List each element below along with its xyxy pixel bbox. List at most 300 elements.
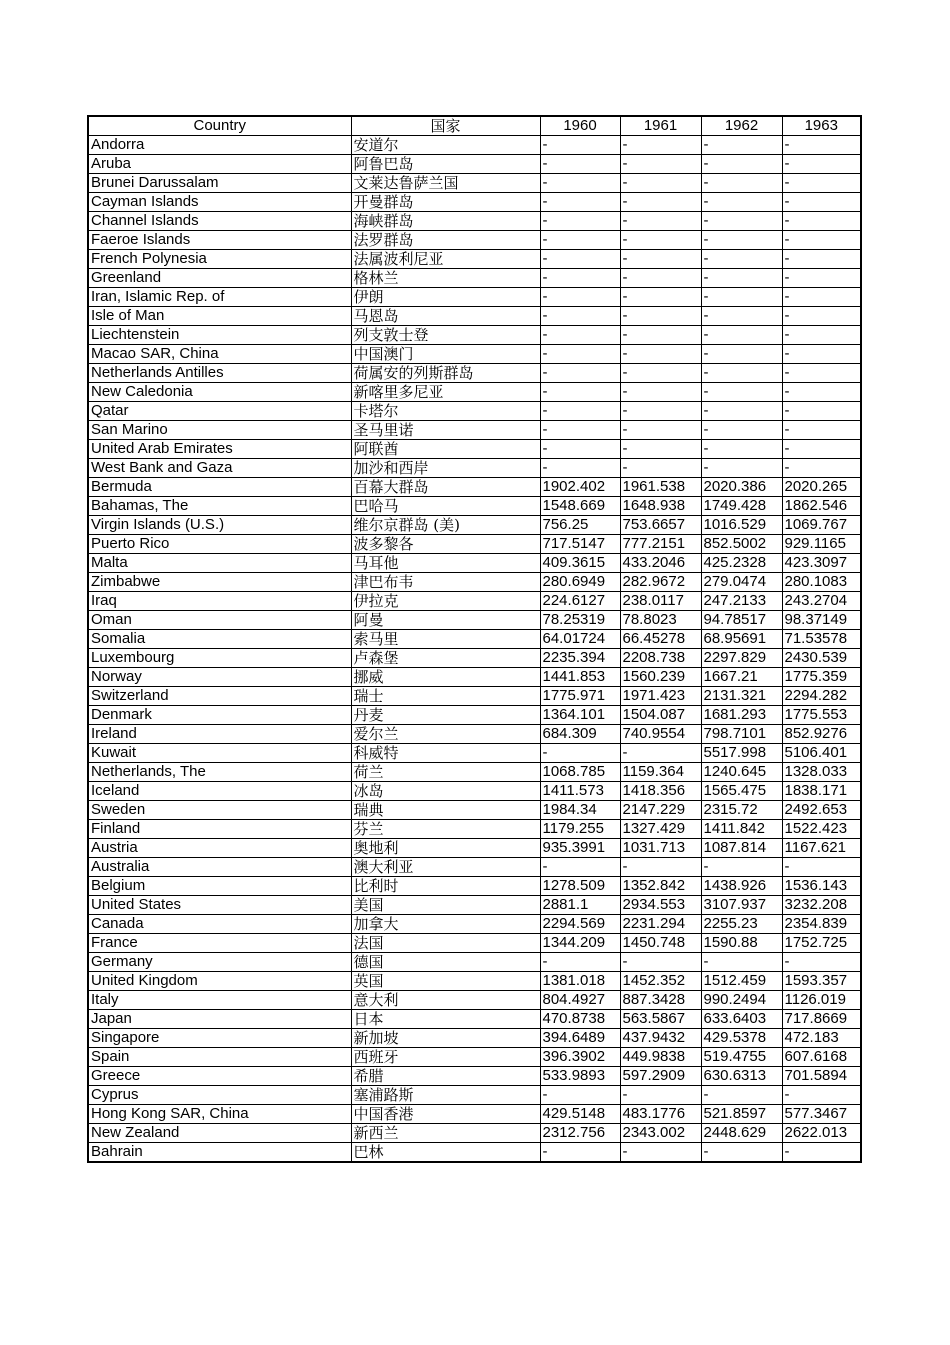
cell-country: France	[88, 934, 351, 953]
table-row	[88, 858, 861, 877]
cell-1962: -	[701, 231, 782, 250]
cell-country-zh: 阿鲁巴岛	[351, 155, 540, 174]
cell-1963: -	[782, 1086, 861, 1105]
cell-1960: -	[540, 421, 620, 440]
cell-country: Virgin Islands (U.S.)	[88, 516, 351, 535]
table-row	[88, 459, 861, 478]
cell-1960: 409.3615	[540, 554, 620, 573]
cell-country: Spain	[88, 1048, 351, 1067]
cell-country: Puerto Rico	[88, 535, 351, 554]
cell-country-zh: 希腊	[351, 1067, 540, 1086]
table-row	[88, 592, 861, 611]
cell-1962: -	[701, 326, 782, 345]
cell-country: Greenland	[88, 269, 351, 288]
cell-1962: 1438.926	[701, 877, 782, 896]
cell-1960: 78.25319	[540, 611, 620, 630]
cell-country: French Polynesia	[88, 250, 351, 269]
cell-country-zh: 海峡群岛	[351, 212, 540, 231]
cell-1962: 1590.88	[701, 934, 782, 953]
cell-1962: -	[701, 953, 782, 972]
cell-country-zh: 安道尔	[351, 136, 540, 155]
cell-1963: 1775.359	[782, 668, 861, 687]
cell-1960: -	[540, 383, 620, 402]
cell-1960: -	[540, 136, 620, 155]
cell-country-zh: 科威特	[351, 744, 540, 763]
cell-country: Luxembourg	[88, 649, 351, 668]
cell-1963: -	[782, 459, 861, 478]
cell-1962: -	[701, 383, 782, 402]
cell-1963: 280.1083	[782, 573, 861, 592]
cell-country: Cayman Islands	[88, 193, 351, 212]
cell-1963: -	[782, 307, 861, 326]
table-row	[88, 953, 861, 972]
table-row	[88, 402, 861, 421]
cell-1963: 1167.621	[782, 839, 861, 858]
cell-1960: -	[540, 1086, 620, 1105]
cell-1960: 1364.101	[540, 706, 620, 725]
cell-country: Bahamas, The	[88, 497, 351, 516]
cell-1960: 1068.785	[540, 763, 620, 782]
cell-1962: -	[701, 269, 782, 288]
cell-1961: 1450.748	[620, 934, 701, 953]
cell-1960: -	[540, 744, 620, 763]
table-row	[88, 478, 861, 497]
cell-1962: -	[701, 155, 782, 174]
cell-1961: 777.2151	[620, 535, 701, 554]
table-row	[88, 630, 861, 649]
cell-1962: -	[701, 858, 782, 877]
cell-country-zh: 芬兰	[351, 820, 540, 839]
cell-1962: 429.5378	[701, 1029, 782, 1048]
cell-1963: 5106.401	[782, 744, 861, 763]
cell-1963: 243.2704	[782, 592, 861, 611]
cell-1960: 1278.509	[540, 877, 620, 896]
cell-1963: -	[782, 440, 861, 459]
cell-1961: -	[620, 364, 701, 383]
cell-1963: -	[782, 402, 861, 421]
cell-1960: -	[540, 953, 620, 972]
cell-1961: 433.2046	[620, 554, 701, 573]
cell-country-zh: 荷兰	[351, 763, 540, 782]
cell-1962: 279.0474	[701, 573, 782, 592]
table-row	[88, 877, 861, 896]
table-row	[88, 972, 861, 991]
cell-country-zh: 冰岛	[351, 782, 540, 801]
cell-1960: 533.9893	[540, 1067, 620, 1086]
cell-1960: -	[540, 326, 620, 345]
cell-1963: 1536.143	[782, 877, 861, 896]
cell-1960: 396.3902	[540, 1048, 620, 1067]
cell-1960: -	[540, 212, 620, 231]
cell-country-zh: 加沙和西岸	[351, 459, 540, 478]
cell-1960: 2881.1	[540, 896, 620, 915]
cell-country-zh: 列支敦士登	[351, 326, 540, 345]
cell-1963: 701.5894	[782, 1067, 861, 1086]
cell-1962: 1749.428	[701, 497, 782, 516]
cell-1960: 1441.853	[540, 668, 620, 687]
table-row	[88, 383, 861, 402]
cell-country-zh: 格林兰	[351, 269, 540, 288]
cell-1962: -	[701, 250, 782, 269]
cell-1963: 1593.357	[782, 972, 861, 991]
table-row	[88, 573, 861, 592]
cell-1963: -	[782, 288, 861, 307]
cell-1961: 1352.842	[620, 877, 701, 896]
cell-country-zh: 塞浦路斯	[351, 1086, 540, 1105]
cell-1961: -	[620, 155, 701, 174]
cell-country: San Marino	[88, 421, 351, 440]
cell-country-zh: 荷属安的列斯群岛	[351, 364, 540, 383]
cell-1962: 425.2328	[701, 554, 782, 573]
table-row	[88, 345, 861, 364]
table-row	[88, 174, 861, 193]
cell-country-zh: 法国	[351, 934, 540, 953]
table-row	[88, 155, 861, 174]
cell-1960: -	[540, 364, 620, 383]
cell-1960: 2235.394	[540, 649, 620, 668]
cell-country: Japan	[88, 1010, 351, 1029]
cell-1961: -	[620, 421, 701, 440]
cell-1962: -	[701, 1143, 782, 1163]
cell-1961: 563.5867	[620, 1010, 701, 1029]
cell-1961: -	[620, 269, 701, 288]
table-row	[88, 1086, 861, 1105]
cell-1962: 1512.459	[701, 972, 782, 991]
cell-1962: -	[701, 421, 782, 440]
cell-country: Norway	[88, 668, 351, 687]
cell-1962: 519.4755	[701, 1048, 782, 1067]
cell-country: Netherlands Antilles	[88, 364, 351, 383]
cell-1961: 2208.738	[620, 649, 701, 668]
cell-country-zh: 美国	[351, 896, 540, 915]
cell-1961: -	[620, 402, 701, 421]
cell-1962: 1667.21	[701, 668, 782, 687]
table-row	[88, 725, 861, 744]
cell-1963: -	[782, 250, 861, 269]
cell-1962: -	[701, 174, 782, 193]
table-row	[88, 497, 861, 516]
cell-1962: 1411.842	[701, 820, 782, 839]
cell-1961: 66.45278	[620, 630, 701, 649]
cell-1960: -	[540, 250, 620, 269]
cell-1960: -	[540, 193, 620, 212]
table-row	[88, 288, 861, 307]
cell-1960: 1179.255	[540, 820, 620, 839]
cell-country-zh: 索马里	[351, 630, 540, 649]
cell-1962: 1565.475	[701, 782, 782, 801]
cell-1962: -	[701, 136, 782, 155]
cell-country-zh: 西班牙	[351, 1048, 540, 1067]
cell-country: Liechtenstein	[88, 326, 351, 345]
cell-1960: 429.5148	[540, 1105, 620, 1124]
cell-country: Bermuda	[88, 478, 351, 497]
table-row	[88, 1143, 861, 1163]
cell-1963: 2430.539	[782, 649, 861, 668]
cell-country: Malta	[88, 554, 351, 573]
cell-1961: 238.0117	[620, 592, 701, 611]
cell-1960: 2294.569	[540, 915, 620, 934]
cell-1960: -	[540, 440, 620, 459]
cell-1962: -	[701, 364, 782, 383]
cell-1963: 71.53578	[782, 630, 861, 649]
cell-1963: -	[782, 212, 861, 231]
cell-country: Qatar	[88, 402, 351, 421]
cell-country: Germany	[88, 953, 351, 972]
cell-1962: -	[701, 1086, 782, 1105]
cell-1960: 1902.402	[540, 478, 620, 497]
cell-country-zh: 中国香港	[351, 1105, 540, 1124]
cell-1961: -	[620, 326, 701, 345]
cell-1960: 1775.971	[540, 687, 620, 706]
cell-1961: 437.9432	[620, 1029, 701, 1048]
cell-1962: 633.6403	[701, 1010, 782, 1029]
header-1960: 1960	[540, 116, 620, 136]
cell-country: Netherlands, The	[88, 763, 351, 782]
cell-1960: -	[540, 155, 620, 174]
cell-country: Finland	[88, 820, 351, 839]
cell-1963: 2020.265	[782, 478, 861, 497]
cell-country-zh: 意大利	[351, 991, 540, 1010]
cell-1961: 2934.553	[620, 896, 701, 915]
cell-country: United Kingdom	[88, 972, 351, 991]
cell-1962: 1016.529	[701, 516, 782, 535]
cell-country-zh: 波多黎各	[351, 535, 540, 554]
cell-1962: -	[701, 459, 782, 478]
table-row	[88, 269, 861, 288]
cell-1961: 78.8023	[620, 611, 701, 630]
cell-country: Belgium	[88, 877, 351, 896]
cell-1961: 483.1776	[620, 1105, 701, 1124]
cell-country-zh: 新西兰	[351, 1124, 540, 1143]
cell-1962: 852.5002	[701, 535, 782, 554]
table-row	[88, 1010, 861, 1029]
cell-country-zh: 新加坡	[351, 1029, 540, 1048]
cell-country-zh: 巴林	[351, 1143, 540, 1163]
cell-country: Kuwait	[88, 744, 351, 763]
cell-country-zh: 津巴布韦	[351, 573, 540, 592]
cell-1963: -	[782, 421, 861, 440]
cell-country: Zimbabwe	[88, 573, 351, 592]
cell-1961: -	[620, 1086, 701, 1105]
cell-1960: -	[540, 174, 620, 193]
cell-country: Faeroe Islands	[88, 231, 351, 250]
cell-1961: -	[620, 1143, 701, 1163]
cell-1961: -	[620, 440, 701, 459]
cell-1962: -	[701, 307, 782, 326]
header-1961: 1961	[620, 116, 701, 136]
cell-country: Channel Islands	[88, 212, 351, 231]
cell-1963: -	[782, 136, 861, 155]
cell-1963: 98.37149	[782, 611, 861, 630]
cell-country: Oman	[88, 611, 351, 630]
cell-1961: -	[620, 193, 701, 212]
cell-country: Canada	[88, 915, 351, 934]
cell-1963: 1069.767	[782, 516, 861, 535]
cell-1960: 470.8738	[540, 1010, 620, 1029]
cell-1963: 1126.019	[782, 991, 861, 1010]
table-row	[88, 649, 861, 668]
cell-1963: 1862.546	[782, 497, 861, 516]
cell-1961: 887.3428	[620, 991, 701, 1010]
cell-country-zh: 卢森堡	[351, 649, 540, 668]
table-row	[88, 364, 861, 383]
cell-country-zh: 文莱达鲁萨兰国	[351, 174, 540, 193]
table-row	[88, 307, 861, 326]
table-row	[88, 839, 861, 858]
cell-1961: -	[620, 212, 701, 231]
cell-country-zh: 澳大利亚	[351, 858, 540, 877]
cell-1963: -	[782, 953, 861, 972]
cell-country-zh: 马恩岛	[351, 307, 540, 326]
header-country: Country	[88, 116, 351, 136]
cell-1960: 1548.669	[540, 497, 620, 516]
cell-country-zh: 奥地利	[351, 839, 540, 858]
cell-1963: 1838.171	[782, 782, 861, 801]
cell-country-zh: 伊拉克	[351, 592, 540, 611]
table-row	[88, 516, 861, 535]
cell-1961: -	[620, 250, 701, 269]
table-row	[88, 744, 861, 763]
header-row	[88, 116, 861, 136]
data-table	[87, 115, 862, 1163]
table-row	[88, 763, 861, 782]
table-row	[88, 231, 861, 250]
cell-1962: 2297.829	[701, 649, 782, 668]
cell-country: United States	[88, 896, 351, 915]
cell-1961: -	[620, 383, 701, 402]
cell-1962: 3107.937	[701, 896, 782, 915]
cell-1963: 1752.725	[782, 934, 861, 953]
cell-country: Cyprus	[88, 1086, 351, 1105]
cell-1962: 5517.998	[701, 744, 782, 763]
cell-1960: -	[540, 307, 620, 326]
cell-1961: 597.2909	[620, 1067, 701, 1086]
cell-country-zh: 丹麦	[351, 706, 540, 725]
cell-1960: 280.6949	[540, 573, 620, 592]
cell-1961: 2147.229	[620, 801, 701, 820]
cell-country: Bahrain	[88, 1143, 351, 1163]
cell-1961: -	[620, 174, 701, 193]
cell-country-zh: 卡塔尔	[351, 402, 540, 421]
cell-1961: -	[620, 744, 701, 763]
header-1963: 1963	[782, 116, 861, 136]
table-row	[88, 440, 861, 459]
cell-1962: -	[701, 288, 782, 307]
cell-1962: 2131.321	[701, 687, 782, 706]
cell-1960: 394.6489	[540, 1029, 620, 1048]
cell-1961: 1452.352	[620, 972, 701, 991]
cell-1963: -	[782, 345, 861, 364]
cell-1960: 1344.209	[540, 934, 620, 953]
cell-1961: 1504.087	[620, 706, 701, 725]
table-row	[88, 934, 861, 953]
cell-1963: 2354.839	[782, 915, 861, 934]
table-row	[88, 136, 861, 155]
table-row	[88, 554, 861, 573]
cell-country: Denmark	[88, 706, 351, 725]
cell-1963: 929.1165	[782, 535, 861, 554]
cell-1961: 1560.239	[620, 668, 701, 687]
cell-country-zh: 马耳他	[351, 554, 540, 573]
cell-1961: 1648.938	[620, 497, 701, 516]
cell-1961: 740.9554	[620, 725, 701, 744]
cell-1960: 756.25	[540, 516, 620, 535]
table-row	[88, 421, 861, 440]
cell-country-zh: 阿曼	[351, 611, 540, 630]
cell-1961: -	[620, 858, 701, 877]
cell-1962: 2255.23	[701, 915, 782, 934]
cell-1963: -	[782, 155, 861, 174]
cell-1960: -	[540, 402, 620, 421]
cell-1963: -	[782, 326, 861, 345]
cell-1961: 1961.538	[620, 478, 701, 497]
table-row	[88, 1029, 861, 1048]
table-row	[88, 193, 861, 212]
cell-1963: 3232.208	[782, 896, 861, 915]
cell-1960: -	[540, 858, 620, 877]
cell-1960: 717.5147	[540, 535, 620, 554]
cell-country: Greece	[88, 1067, 351, 1086]
cell-1960: 64.01724	[540, 630, 620, 649]
cell-1961: 2343.002	[620, 1124, 701, 1143]
cell-1962: -	[701, 440, 782, 459]
cell-country-zh: 爱尔兰	[351, 725, 540, 744]
cell-country: Iceland	[88, 782, 351, 801]
cell-1963: 577.3467	[782, 1105, 861, 1124]
cell-country: Isle of Man	[88, 307, 351, 326]
cell-1961: -	[620, 288, 701, 307]
cell-country: Switzerland	[88, 687, 351, 706]
cell-1962: 2315.72	[701, 801, 782, 820]
cell-1963: -	[782, 193, 861, 212]
cell-1963: 1328.033	[782, 763, 861, 782]
cell-1963: 2492.653	[782, 801, 861, 820]
cell-1962: 247.2133	[701, 592, 782, 611]
cell-country: Brunei Darussalam	[88, 174, 351, 193]
cell-1963: 2622.013	[782, 1124, 861, 1143]
cell-1961: -	[620, 345, 701, 364]
cell-1961: 1159.364	[620, 763, 701, 782]
cell-1963: -	[782, 383, 861, 402]
cell-1960: 2312.756	[540, 1124, 620, 1143]
cell-country: Hong Kong SAR, China	[88, 1105, 351, 1124]
cell-1962: 2448.629	[701, 1124, 782, 1143]
cell-1961: -	[620, 136, 701, 155]
cell-country: Singapore	[88, 1029, 351, 1048]
cell-country-zh: 维尔京群岛 (美)	[351, 516, 540, 535]
cell-1961: -	[620, 231, 701, 250]
table-row	[88, 896, 861, 915]
cell-1960: 1381.018	[540, 972, 620, 991]
cell-1962: 68.95691	[701, 630, 782, 649]
cell-country-zh: 阿联酋	[351, 440, 540, 459]
cell-1960: 804.4927	[540, 991, 620, 1010]
cell-1961: -	[620, 953, 701, 972]
cell-country: Austria	[88, 839, 351, 858]
cell-country: Somalia	[88, 630, 351, 649]
cell-1960: -	[540, 231, 620, 250]
cell-country-zh: 伊朗	[351, 288, 540, 307]
cell-1963: 472.183	[782, 1029, 861, 1048]
cell-1960: -	[540, 269, 620, 288]
table-row	[88, 782, 861, 801]
cell-1962: 990.2494	[701, 991, 782, 1010]
cell-1960: 684.309	[540, 725, 620, 744]
cell-1962: 2020.386	[701, 478, 782, 497]
cell-country-zh: 中国澳门	[351, 345, 540, 364]
cell-country: Aruba	[88, 155, 351, 174]
cell-country: Australia	[88, 858, 351, 877]
